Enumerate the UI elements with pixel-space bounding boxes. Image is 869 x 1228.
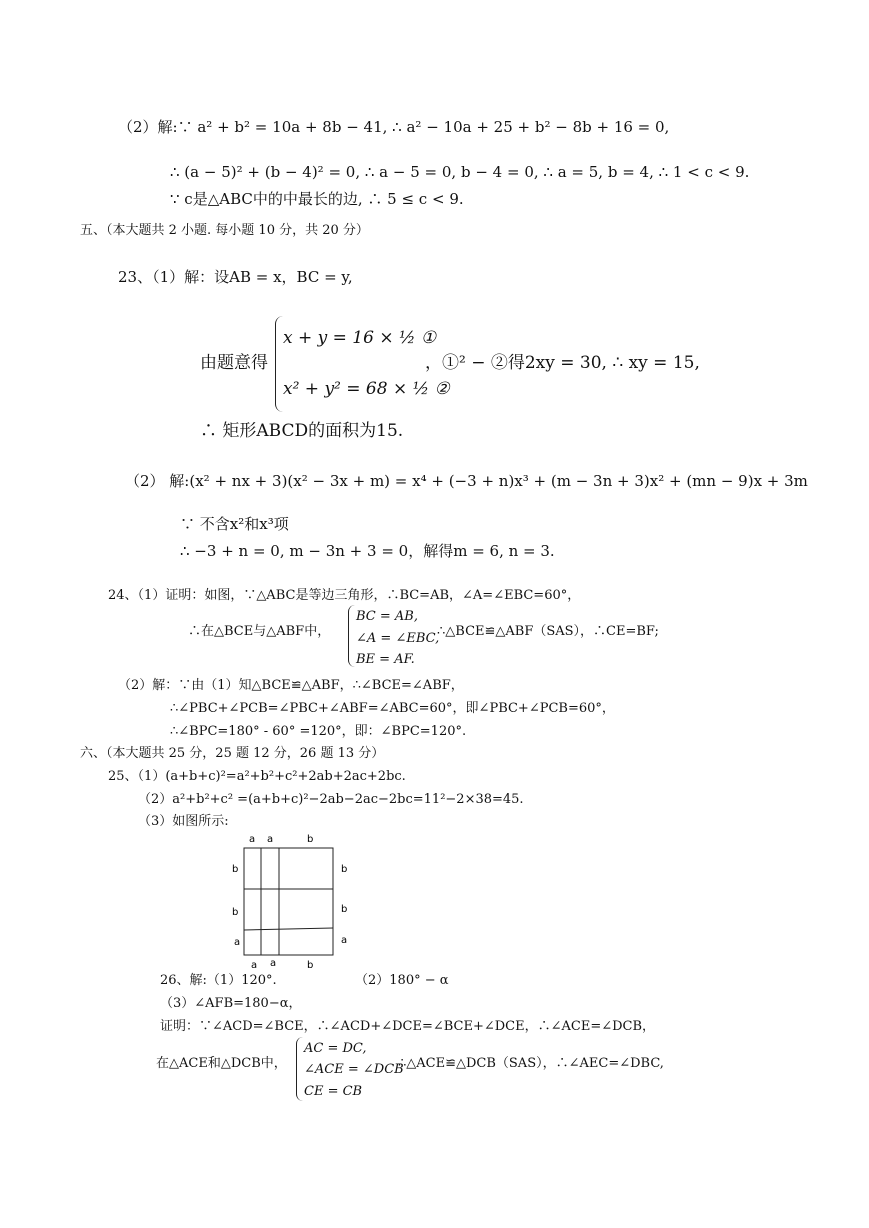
q23-eq2: x² + y² = 68 × ½ ②	[283, 379, 450, 399]
fig-bottom-label: a	[270, 958, 277, 969]
q24-cond1: BC = AB,	[356, 609, 418, 624]
line-q22-2: （2）解:∵ a² + b² = 10a + 8b − 41, ∴ a² − 10a + 25 + b² − 8b + 16 = 0,	[118, 118, 670, 136]
q24-part2-line2: ∴∠PBC+∠PCB=∠PBC+∠ABF=∠ABC=60°，即∠PBC+∠PCB=60°，	[170, 701, 615, 716]
q26-part2: （2）180° − α	[355, 973, 449, 988]
q26-proof-line1: 证明：∵∠ACD=∠BCE，∴∠ACD+∠DCE=∠BCE+∠DCE，∴∠ACE=∠DCB，	[160, 1019, 656, 1034]
q26-tail: ∴△ACE≌△DCB（SAS），∴∠AEC=∠DBC,	[398, 1056, 664, 1071]
q24-brace	[348, 605, 355, 667]
q24-cond3: BE = AF.	[356, 652, 415, 667]
q23-area: ∴ 矩形ABCD的面积为15.	[200, 421, 404, 441]
fig-top-label: a	[249, 834, 256, 845]
q26-part1: 26、解:（1）120°.	[160, 973, 277, 988]
q23-part1: 23、（1）解：设AB = x，BC = y,	[118, 268, 353, 286]
q23-lead: 由题意得	[200, 353, 268, 373]
fig-bottom-label: b	[307, 960, 314, 970]
q26-cond2: ∠ACE = ∠DCB	[304, 1062, 404, 1077]
fig-right-label: b	[341, 904, 348, 915]
fig-left-label: a	[234, 937, 241, 948]
q25-part3: （3）如图所示:	[138, 814, 229, 829]
q23-part2: （2） 解:(x² + nx + 3)(x² − 3x + m) = x⁴ + (−3 + n)x³ + (m − 3n + 3)x² + (mn − 9)x + 3m	[125, 472, 808, 490]
q24-part2: （2）解：∵由（1）知△BCE≌△ABF，∴∠BCE=∠ABF，	[118, 678, 464, 693]
fig-left-label: b	[232, 864, 239, 875]
q26-part3: （3）∠AFB=180−α，	[160, 996, 302, 1011]
q23-part2-line3: ∴ −3 + n = 0, m − 3n + 3 = 0，解得m = 6, n = 3.	[180, 542, 555, 560]
q24-part1: 24、（1）证明：如图，∵△ABC是等边三角形，∴BC=AB，∠A=∠EBC=60°，	[108, 588, 581, 603]
q24-lead: ∴在△BCE与△ABF中，	[188, 624, 331, 639]
q26-cond3: CE = CB	[304, 1084, 363, 1099]
q26-cond1: AC = DC,	[304, 1041, 367, 1056]
line-q22-3: ∴ (a − 5)² + (b − 4)² = 0, ∴ a − 5 = 0, b − 4 = 0, ∴ a = 5, b = 4, ∴ 1 < c < 9.	[170, 163, 750, 181]
fig-top-label: a	[267, 834, 274, 845]
line-q22-4: ∵ c是△ABC中的中最长的边, ∴ 5 ≤ c < 9.	[170, 190, 464, 208]
q24-part2-line3: ∴∠BPC=180° - 60° =120°，即：∠BPC=120°.	[170, 724, 467, 739]
q26-lead: 在△ACE和△DCB中，	[156, 1056, 287, 1071]
q23-tail: ，①² − ②得2xy = 30, ∴ xy = 15,	[425, 353, 700, 373]
fig-hline	[244, 928, 333, 930]
q23-part2-line2: ∵ 不含x²和x³项	[180, 515, 289, 533]
fig-right-label: a	[341, 935, 348, 946]
fig-outer-square	[244, 848, 333, 955]
q25-part1: 25、（1）(a+b+c)²=a²+b²+c²+2ab+2ac+2bc.	[108, 769, 406, 784]
section-5-heading: 五、（本大题共 2 小题. 每小题 10 分，共 20 分）	[80, 223, 369, 238]
section-6-heading: 六、（本大题共 25 分，25 题 12 分，26 题 13 分）	[80, 746, 385, 761]
square-partition-figure	[227, 830, 357, 970]
q24-cond2: ∠A = ∠EBC,	[356, 631, 440, 646]
q24-tail: ∴△BCE≌△ABF（SAS），∴CE=BF;	[437, 624, 659, 639]
q26-brace	[296, 1037, 303, 1101]
q25-part2: （2）a²+b²+c² =(a+b+c)²−2ab−2ac−2bc=11²−2×38=45.	[138, 792, 524, 807]
fig-bottom-label: a	[251, 960, 258, 970]
fig-left-label: b	[232, 907, 239, 918]
fig-right-label: b	[341, 864, 348, 875]
q23-eq1: x + y = 16 × ½ ①	[283, 328, 437, 348]
fig-top-label: b	[307, 834, 314, 845]
